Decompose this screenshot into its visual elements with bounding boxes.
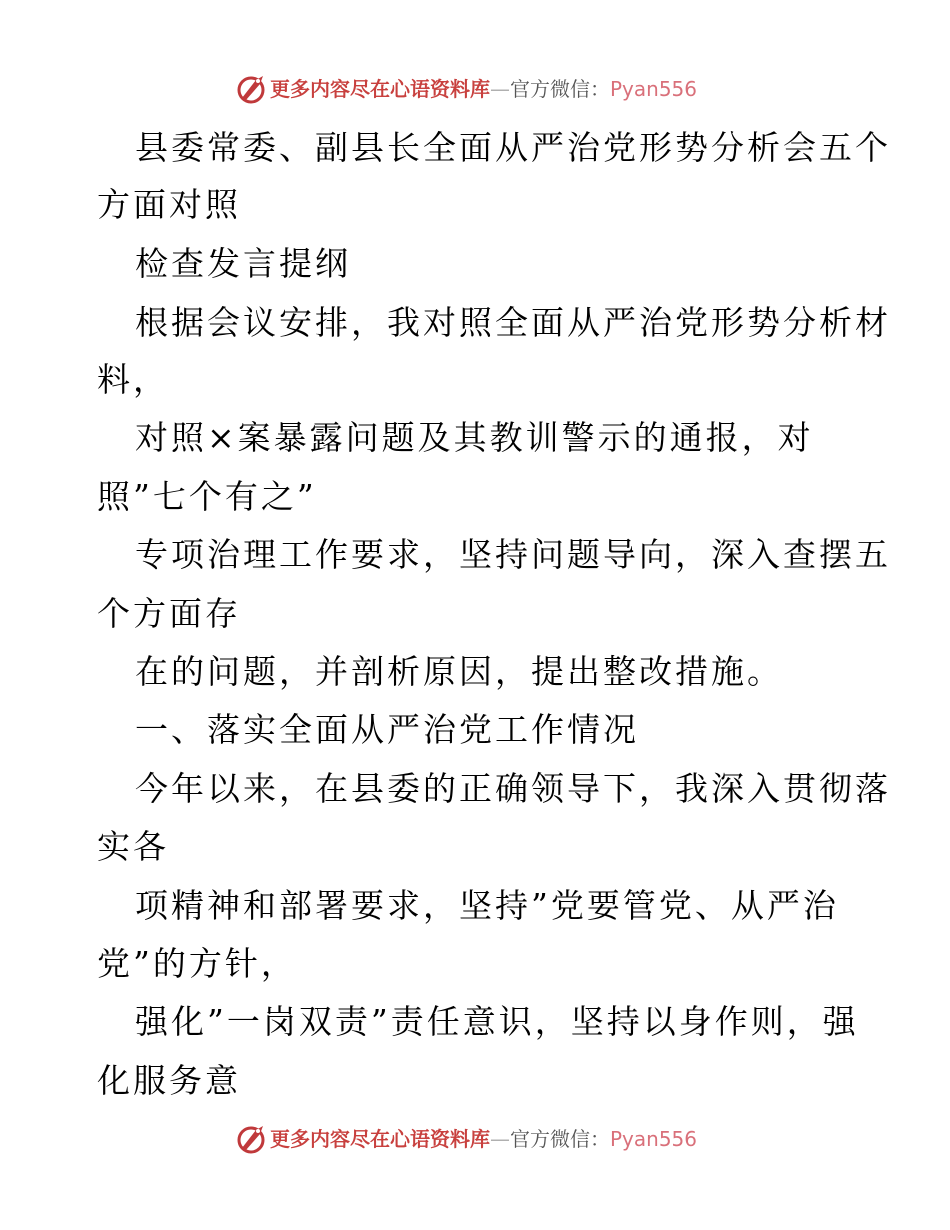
body-line: 强化”一岗双责”责任意识，坚持以身作则，强 [135, 1002, 859, 1041]
watermark-text [270, 1127, 697, 1151]
body-line: 在的问题，并剖析原因，提出整改措施。 [135, 652, 783, 691]
watermark-wechat-id: Pyan556 [610, 77, 698, 101]
watermark-official-label: 官方微信： [510, 77, 610, 101]
body-line: 化服务意 [97, 1061, 241, 1100]
watermark-separator: — [490, 1127, 510, 1151]
body-line: 检查发言提纲 [135, 244, 351, 283]
watermark-title: 更多内容尽在心语资料库 [270, 1127, 490, 1151]
section-heading: 一、落实全面从严治党工作情况 [135, 710, 639, 749]
body-line: 个方面存 [97, 594, 241, 633]
body-line: 根据会议安排，我对照全面从严治党形势分析材 [135, 303, 891, 342]
body-line: 县委常委、副县长全面从严治党形势分析会五个 [135, 128, 891, 167]
body-line: 专项治理工作要求，坚持问题导向，深入查摆五 [135, 535, 891, 574]
footer-watermark [0, 1120, 950, 1160]
header-watermark [0, 70, 950, 110]
body-line: 照”七个有之” [97, 477, 317, 516]
body-line: 对照×案暴露问题及其教训警示的通报，对 [135, 418, 814, 457]
body-line: 党”的方针， [97, 944, 297, 983]
watermark-text [270, 77, 697, 101]
watermark-official-label: 官方微信： [510, 1127, 610, 1151]
watermark-title: 更多内容尽在心语资料库 [270, 77, 490, 101]
body-line: 实各 [97, 827, 169, 866]
watermark-wechat-id: Pyan556 [610, 1127, 698, 1151]
body-line: 项精神和部署要求，坚持”党要管党、从严治 [135, 886, 839, 925]
pen-nib-logo-icon [236, 1122, 268, 1156]
body-line: 方面对照 [97, 185, 241, 224]
body-line: 今年以来，在县委的正确领导下，我深入贯彻落 [135, 769, 891, 808]
pen-nib-logo-icon [236, 72, 268, 106]
body-line: 料， [97, 360, 169, 399]
watermark-separator: — [490, 77, 510, 101]
